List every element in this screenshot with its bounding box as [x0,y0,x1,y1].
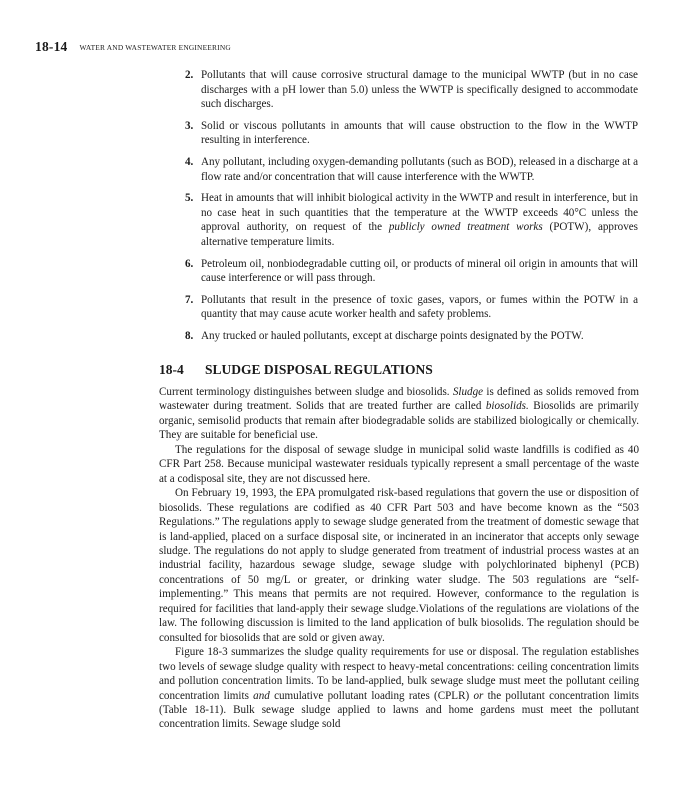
paragraph: The regulations for the disposal of sewage sludge in municipal solid waste landfills is codified as 40 CFR Part 258. Because municipal wastewater residuals typically represent a small percentage of the waste at a codisposal site, they are not discussed here. [159,443,639,485]
section-title: SLUDGE DISPOSAL REGULATIONS [205,362,433,377]
italic-term: publicly owned treatment works [388,221,543,234]
list-item-number: 3. [185,119,194,132]
list-item-number: 5. [185,192,194,205]
list-item [185,68,638,112]
list-item-text: Pollutants that result in the presence of toxic gases, vapors, or fumes within the POTW in a quantity that may cause acute worker health and safety problems. [201,293,638,321]
list-item [185,119,638,148]
list-item-number: 2. [185,69,194,81]
paragraph: Figure 18-3 summarizes the sludge quality requirements for use or disposal. The regulation establishes two levels of sewage sludge quality with respect to heavy-metal concentrations: ceiling concentration limits and pollution concentration limits. To be land-applied, bulk sewage sludge must meet the pollutant ceiling concentration limits and cumulative pollutant loading rates (CPLR) or the pollutant concentration limits (Table 18-11). Bulk sewage sludge applied to lawns and home gardens must meet the pollutant concentration limits. Sewage sludge sold [159,646,639,731]
list-item [185,293,638,322]
list-item-number: 4. [185,155,194,168]
list-item [185,191,638,249]
list-item-text: Solid or viscous pollutants in amounts that will cause obstruction to the flow in the WWTP resulting in interference. [201,119,638,147]
list-item [185,155,638,184]
list-item-text: Any pollutant, including oxygen-demanding pollutants (such as BOD), released in a discharge at a flow rate and/or concentration that will cause interference with the WWTP. [201,155,638,183]
page-number: 18-14 [35,39,68,54]
list-item-text: Petroleum oil, nonbiodegradable cutting oil, or products of mineral oil origin in amounts that will cause interference or will pass through. [201,257,638,285]
italic-term: or [473,689,484,702]
italic-term: and [253,689,270,702]
list-item-text: Pollutants that will cause corrosive structural damage to the municipal WWTP (but in no case discharges with a pH lower than 5.0) unless the WWTP is specifically designed to accommodate such discharges. [201,69,638,111]
section-number: 18-4 [159,362,184,377]
list-item [185,257,638,286]
italic-term: biosolids. [485,400,529,413]
prohibited-pollutants-list [185,68,638,351]
paragraph: Current terminology distinguishes between sludge and biosolids. Sludge is defined as solids removed from wastewater during treatment. Solids that are treated further are called biosolids. Biosolids are primarily organic, semisolid products that remain after biodegradable solids are stabilized biologically or chemically. They are suitable for beneficial use. [159,386,639,442]
running-title: WATER AND WASTEWATER ENGINEERING [79,43,231,52]
list-item-number: 8. [185,329,194,342]
italic-term: Sludge [452,386,484,398]
paragraph: On February 19, 1993, the EPA promulgated risk-based regulations that govern the use or disposition of biosolids. These regulations are codified as 40 CFR Part 503 and have become known as the “503 Regulations.” The regulations apply to sewage sludge generated from the treatment of domestic sewage that is land-applied, placed on a surface disposal site, or incinerated in an incinerator that accepts only sewage sludge. The regulations do not apply to sludge generated from treatment of industrial process wastes at an industrial facility, hazardous sewage sludge, sewage sludge with polychlorinated biphenyl (PCB) concentrations of 50 mg/L or greater, or drinking water sludge. The 503 regulations are “self-implementing.” This means that permits are not required. However, conformance to the regulation is required for facilities that land-apply their sewage sludge.Violations of the regulations are violations of the law. The following discussion is limited to the land application of bulk biosolids. The regulation should be consulted for biosolids that are sold or given away. [159,487,639,644]
list-item [185,329,638,344]
section-heading [159,362,639,378]
section-body [159,385,639,732]
list-item-text: Heat in amounts that will inhibit biological activity in the WWTP and result in interference, but in no case heat in such quantities that the temperature at the WWTP exceeds 40°C unless the approval authority, on request of the publicly owned treatment works (POTW), approves alternative temperature limits. [201,192,638,248]
list-item-text: Any trucked or hauled pollutants, except at discharge points designated by the POTW. [201,329,584,342]
list-item-number: 6. [185,257,194,270]
list-item-number: 7. [185,293,194,306]
page-header [35,38,231,56]
